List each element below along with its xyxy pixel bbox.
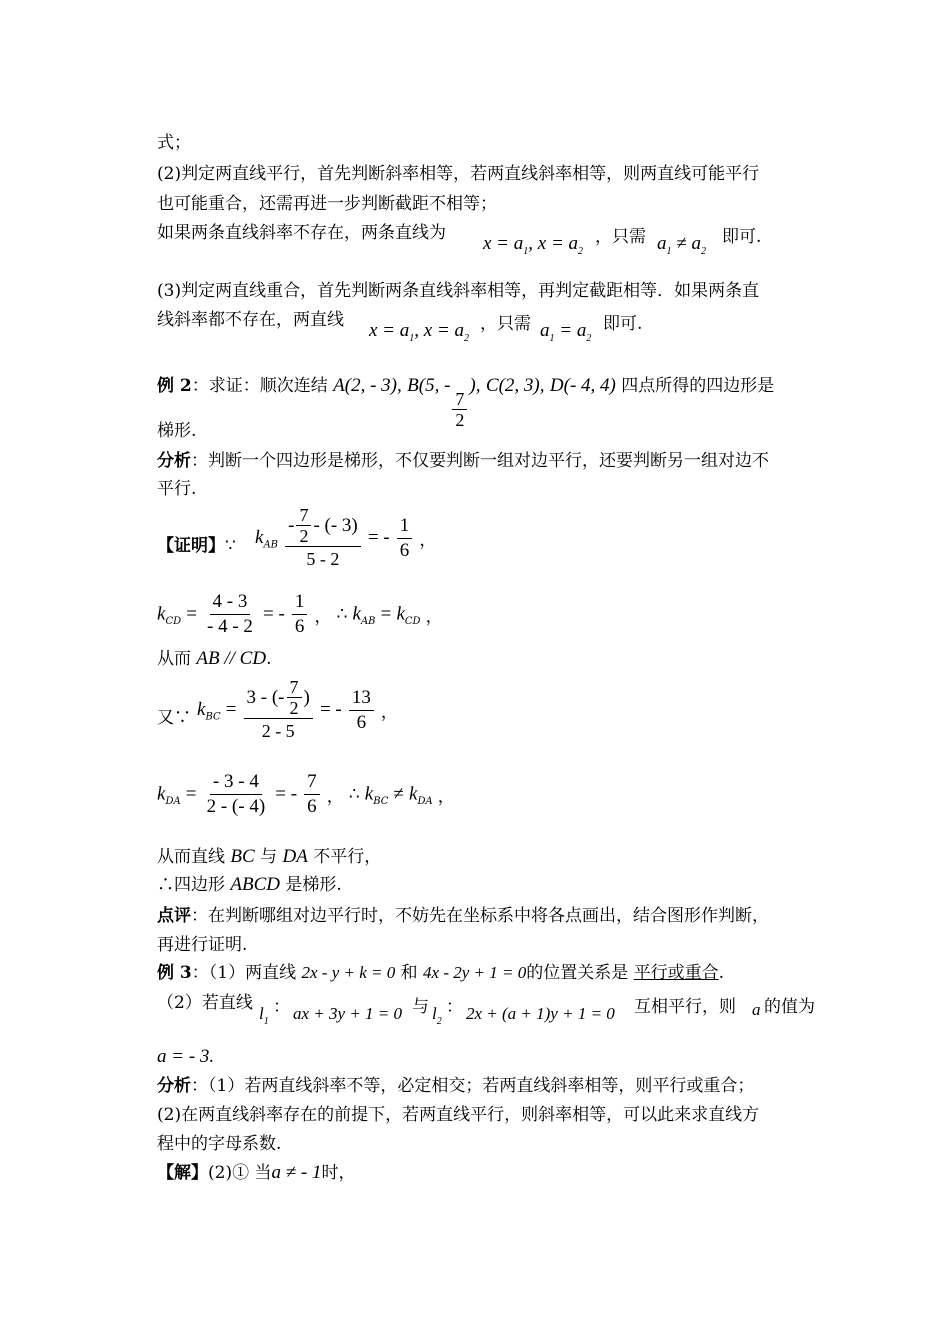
denominator: 2 - (- 4) [206, 796, 266, 817]
solution [157, 1162, 356, 1184]
text: ， [326, 787, 344, 807]
subscript: BC [205, 711, 221, 723]
math: 2x + (a + 1)y + 1 = 0 [466, 1004, 615, 1023]
text: 又 [157, 708, 174, 728]
math: = [186, 603, 197, 625]
text: ：（1）两直线 [191, 963, 297, 983]
text: 不平行， [313, 847, 382, 867]
math: = - [319, 699, 342, 720]
math: = [225, 699, 237, 720]
subscript: 2 [436, 1016, 442, 1027]
text: ，只需 [480, 314, 531, 334]
example-3 [157, 962, 724, 984]
text: ， [425, 607, 443, 627]
numerator: 7 [287, 677, 302, 698]
point-a: A(2, - 3), [333, 375, 402, 396]
math-l2 [432, 1004, 442, 1027]
therefore-symbol: ∴ [348, 784, 360, 805]
text-line: 从而 AB // CD. [157, 648, 272, 669]
math: BC [230, 846, 255, 867]
text-line [157, 222, 446, 244]
label: 例 2 [157, 376, 192, 396]
subscript: 2 [586, 333, 592, 344]
text-line [157, 280, 759, 302]
denominator: 6 [399, 539, 410, 561]
math: k [157, 603, 166, 625]
text: ：判断一个四边形是梯形，不仅要判断一组对边平行，还要判断另一组对边不 [191, 451, 769, 471]
text: 即可. [603, 314, 643, 334]
text: ， [419, 530, 437, 551]
math: l [259, 1004, 264, 1023]
answer: a = - 3 [157, 1046, 210, 1067]
math: = - [367, 527, 390, 548]
kab-equation: $k_{AB}$ - $\frac{7}{2}$ - (- 3) 5 - 2 = - $\frac{1}{6}$ ， [255, 505, 437, 569]
numerator: 7 [296, 505, 311, 526]
math: ≠ [393, 783, 404, 805]
denominator: - 4 - 2 [207, 616, 253, 637]
answer-a: a = - 3. [157, 1046, 215, 1067]
math-expr: $x = a_1$, $x = a_2$ [483, 233, 584, 257]
math-expr: $a_1 = a_2$ [540, 320, 592, 344]
math: = - [263, 603, 285, 625]
text: 的值为 [764, 997, 815, 1017]
text: ， [437, 787, 455, 807]
subscript: CD [165, 616, 182, 627]
subscript: 1 [666, 246, 672, 257]
text: 是梯形. [285, 875, 342, 895]
math: k [157, 783, 166, 805]
math: x = a [423, 320, 465, 341]
answer: 平行或重合 [633, 963, 719, 983]
text-line [157, 193, 497, 215]
text: 也可能重合，还需再进一步判断截距不相等； [157, 194, 497, 214]
text-line [157, 846, 381, 868]
text: 式； [157, 133, 191, 153]
text: (2)判定两直线平行，首先判断斜率相等，若两直线斜率相等，则两直线可能平行 [157, 164, 760, 184]
text: 的位置关系是 [526, 963, 629, 983]
math-expr: $x = a_1$, $x = a_2$ [369, 320, 470, 344]
text-line [157, 1104, 759, 1126]
text: 梯形. [157, 421, 197, 441]
text: (3)判定两直线重合，首先判断两条直线斜率相等，再判定截距相等．如果两条直 [157, 281, 760, 301]
text: 再进行证明. [157, 935, 248, 955]
text: 从而 [157, 649, 191, 669]
text: ， [380, 702, 398, 723]
denominator: 2 [455, 410, 465, 430]
label: 【解】 [157, 1163, 208, 1183]
subscript: CD [404, 616, 421, 627]
math: = [185, 783, 197, 805]
text: 互相平行，则 [634, 997, 736, 1017]
denominator: 6 [294, 616, 305, 637]
text: 四点所得的四边形是 [621, 376, 775, 396]
text-line [157, 1133, 281, 1155]
numerator: 7 [304, 770, 320, 795]
kcd-equation [157, 590, 443, 639]
subscript: 1 [409, 333, 415, 344]
label: 分析 [157, 451, 191, 471]
text-line [157, 934, 247, 956]
proof-label [157, 531, 236, 556]
subscript: 2 [464, 333, 470, 344]
math: a [752, 1000, 761, 1019]
text: ： [273, 997, 290, 1017]
subscript: 2 [578, 246, 584, 257]
text: ：在判断哪组对边平行时，不妨先在坐标系中将各点画出，结合图形作判断， [191, 906, 769, 926]
text-line [157, 132, 191, 154]
denominator: 6 [307, 796, 317, 817]
subscript: 2 [700, 246, 706, 257]
subscript: DA [417, 796, 433, 807]
subscript: DA [165, 796, 181, 807]
text: 从而直线 [157, 847, 225, 867]
math: k [396, 603, 405, 625]
therefore-symbol: ∴ [336, 604, 348, 625]
text: （2）若直线 [157, 993, 253, 1013]
math: ABCD [230, 874, 281, 895]
because-symbol: ∵ [174, 708, 191, 728]
kda-equation [157, 770, 455, 819]
text: 线斜率都不存在，两直线 [157, 310, 344, 330]
math: k [197, 699, 206, 720]
subscript: 1 [549, 333, 555, 344]
point-c: C(2, 3), [485, 375, 545, 396]
math: k [255, 527, 264, 548]
label: 点评 [157, 906, 191, 926]
text: . [718, 963, 725, 983]
numerator: 7 [452, 389, 467, 410]
denominator: 2 - 5 [261, 721, 295, 741]
text: 时， [321, 1163, 356, 1183]
math: 4x - 2y + 1 = 0 [423, 963, 527, 982]
denominator: 2 [289, 698, 299, 718]
math-l1 [259, 1004, 269, 1027]
analysis-2 [157, 1075, 754, 1097]
label: 例 3 [157, 963, 192, 983]
math: ax + 3y + 1 = 0 [293, 1004, 403, 1023]
math: a [691, 233, 701, 254]
text: 程中的字母系数. [157, 1134, 282, 1154]
because-symbol: ∵ [225, 536, 236, 556]
analysis-1 [157, 450, 769, 472]
math: - (- 3) [313, 514, 358, 536]
text-line [157, 163, 759, 185]
math: 2x - y + k = 0 [301, 963, 396, 982]
text-line [157, 420, 196, 442]
math: ), [469, 375, 481, 396]
text: ：求证：顺次连结 [191, 376, 328, 396]
math: x = a [483, 233, 524, 254]
subscript: AB [360, 616, 376, 627]
subscript: 1 [523, 246, 529, 257]
subscript: 1 [263, 1016, 269, 1027]
math: a [657, 233, 667, 254]
text: 与 [260, 847, 278, 867]
kbc-equation [197, 677, 398, 743]
math: x = a [537, 233, 579, 254]
example-2 [157, 375, 774, 430]
math: l [432, 1004, 437, 1023]
text: ：（1）若两直线斜率不等，必定相交；若两直线斜率相等，则平行或重合； [191, 1076, 755, 1096]
text: 平行. [157, 479, 197, 499]
numerator: 4 - 3 [210, 590, 251, 615]
label: 【证明】 [157, 536, 225, 556]
point-d: D(- 4, 4) [549, 375, 616, 396]
numerator: 13 [349, 686, 374, 711]
text-line [157, 874, 342, 896]
text: ∴四边形 [157, 875, 225, 895]
math: k [364, 783, 374, 805]
text-line [157, 992, 253, 1014]
text: (2)在两直线斜率存在的前提下，若两直线平行，则斜率相等，可以此来求直线方 [157, 1105, 760, 1125]
also-label [157, 703, 191, 728]
text: ， [314, 607, 332, 627]
text: 即可. [722, 227, 762, 247]
text-line [157, 478, 196, 500]
numerator: - 3 - 4 [210, 770, 262, 795]
math: k [352, 603, 361, 625]
text: 如果两条直线斜率不存在，两条直线为 [157, 223, 446, 243]
remark [157, 905, 769, 927]
text-line [157, 309, 344, 331]
math: DA [282, 846, 308, 867]
denominator: 6 [356, 711, 367, 733]
math: = - [275, 783, 298, 805]
math-expr: $a_1 \ne a_2$ [657, 233, 706, 257]
text: ： [446, 997, 463, 1017]
math: a ≠ - 1 [271, 1162, 322, 1183]
text: 与 [412, 997, 429, 1017]
math: a [576, 320, 587, 341]
subscript: BC [373, 796, 389, 807]
numerator: 1 [397, 514, 413, 539]
denominator: 2 [299, 526, 309, 546]
math: x = a [369, 320, 410, 341]
point-b: B(5, - [407, 375, 451, 396]
subscript: AB [263, 539, 279, 551]
label: 分析 [157, 1076, 191, 1096]
text: ，只需 [595, 227, 646, 247]
math: a [540, 320, 550, 341]
text: (2)① 当 [208, 1163, 272, 1183]
math: k [409, 783, 418, 805]
text: 和 [400, 963, 418, 983]
math: AB // CD [196, 648, 267, 669]
math: ) [303, 686, 310, 708]
math: 3 - (- [246, 686, 285, 708]
numerator: 1 [292, 590, 308, 615]
denominator: 5 - 2 [306, 549, 340, 569]
math: = [380, 603, 392, 625]
